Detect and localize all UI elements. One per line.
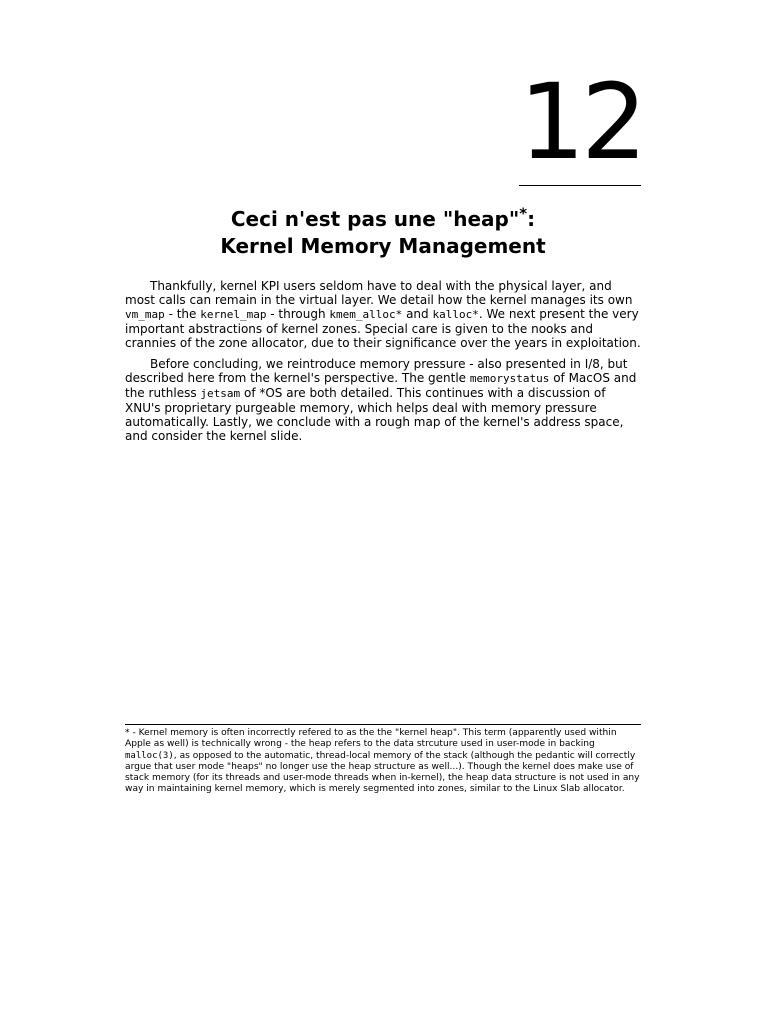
text-run: Before concluding, we reintroduce memory pressure - also presented in I/8, but described here from the kernel's perspective. The gentle (125, 357, 628, 385)
text-run: of *OS are both detailed. This continues with a discussion of XNU's proprietary purgeable memory, which helps deal with memory pressure automatically. Lastly, we conclude with a rough map of the kernel's address space, and consider the kernel slide. (125, 386, 624, 443)
code-malloc: malloc(3) (125, 750, 174, 761)
text-run: - through (266, 307, 330, 321)
text-run: , as opposed to the automatic, thread-local memory of the stack (although the pedantic will correctly argue that user mode "heaps" no longer use the heap structure as well...). Though the kernel does make use of stack memory (for its threads and user-mode threads when in-kernel), the heap data structure is not used in any way in maintaining kernel memory, which is merely segmented into zones, similar to the Linux Slab allocator. (125, 750, 640, 795)
text-run: of MacOS and the ruthless (125, 371, 637, 400)
code-kernel-map: kernel_map (200, 308, 267, 321)
text-run: and (402, 307, 433, 321)
title-line-1-text: Ceci n'est pas une "heap" (230, 207, 520, 231)
chapter-rule (519, 185, 641, 186)
text-run: * - Kernel memory is often incorrectly refered to as the the "kernel heap". This term (apparently used within Apple as well) is technically wrong - the heap refers to the data strcuture used in user-mode in backing (125, 728, 617, 750)
footnote-rule (125, 724, 641, 725)
chapter-intro (125, 279, 641, 450)
code-kmem-alloc: kmem_alloc* (329, 308, 403, 321)
code-jetsam: jetsam (200, 387, 241, 400)
intro-paragraph-2 (125, 357, 641, 443)
title-colon: : (527, 207, 536, 231)
footnote (125, 728, 641, 796)
text-run: . We next present the very important abstractions of kernel zones. Special care is given to the nooks and crannies of the zone allocator, due to their significance over the years in exploitation. (125, 307, 641, 350)
code-kalloc: kalloc* (432, 308, 479, 321)
chapter-number: 12 (519, 61, 644, 183)
title-line-1 (125, 206, 641, 233)
text-run: Thankfully, kernel KPI users seldom have to deal with the physical layer, and most calls can remain in the virtual layer. We detail how the kernel manages its own (125, 279, 633, 307)
intro-paragraph-1 (125, 279, 641, 350)
code-memorystatus: memorystatus (469, 372, 550, 385)
footnote-marker: * (519, 204, 528, 223)
text-run: - the (164, 307, 201, 321)
code-vm-map: vm_map (125, 308, 165, 321)
title-line-2: Kernel Memory Management (220, 234, 546, 258)
chapter-title (125, 206, 641, 260)
